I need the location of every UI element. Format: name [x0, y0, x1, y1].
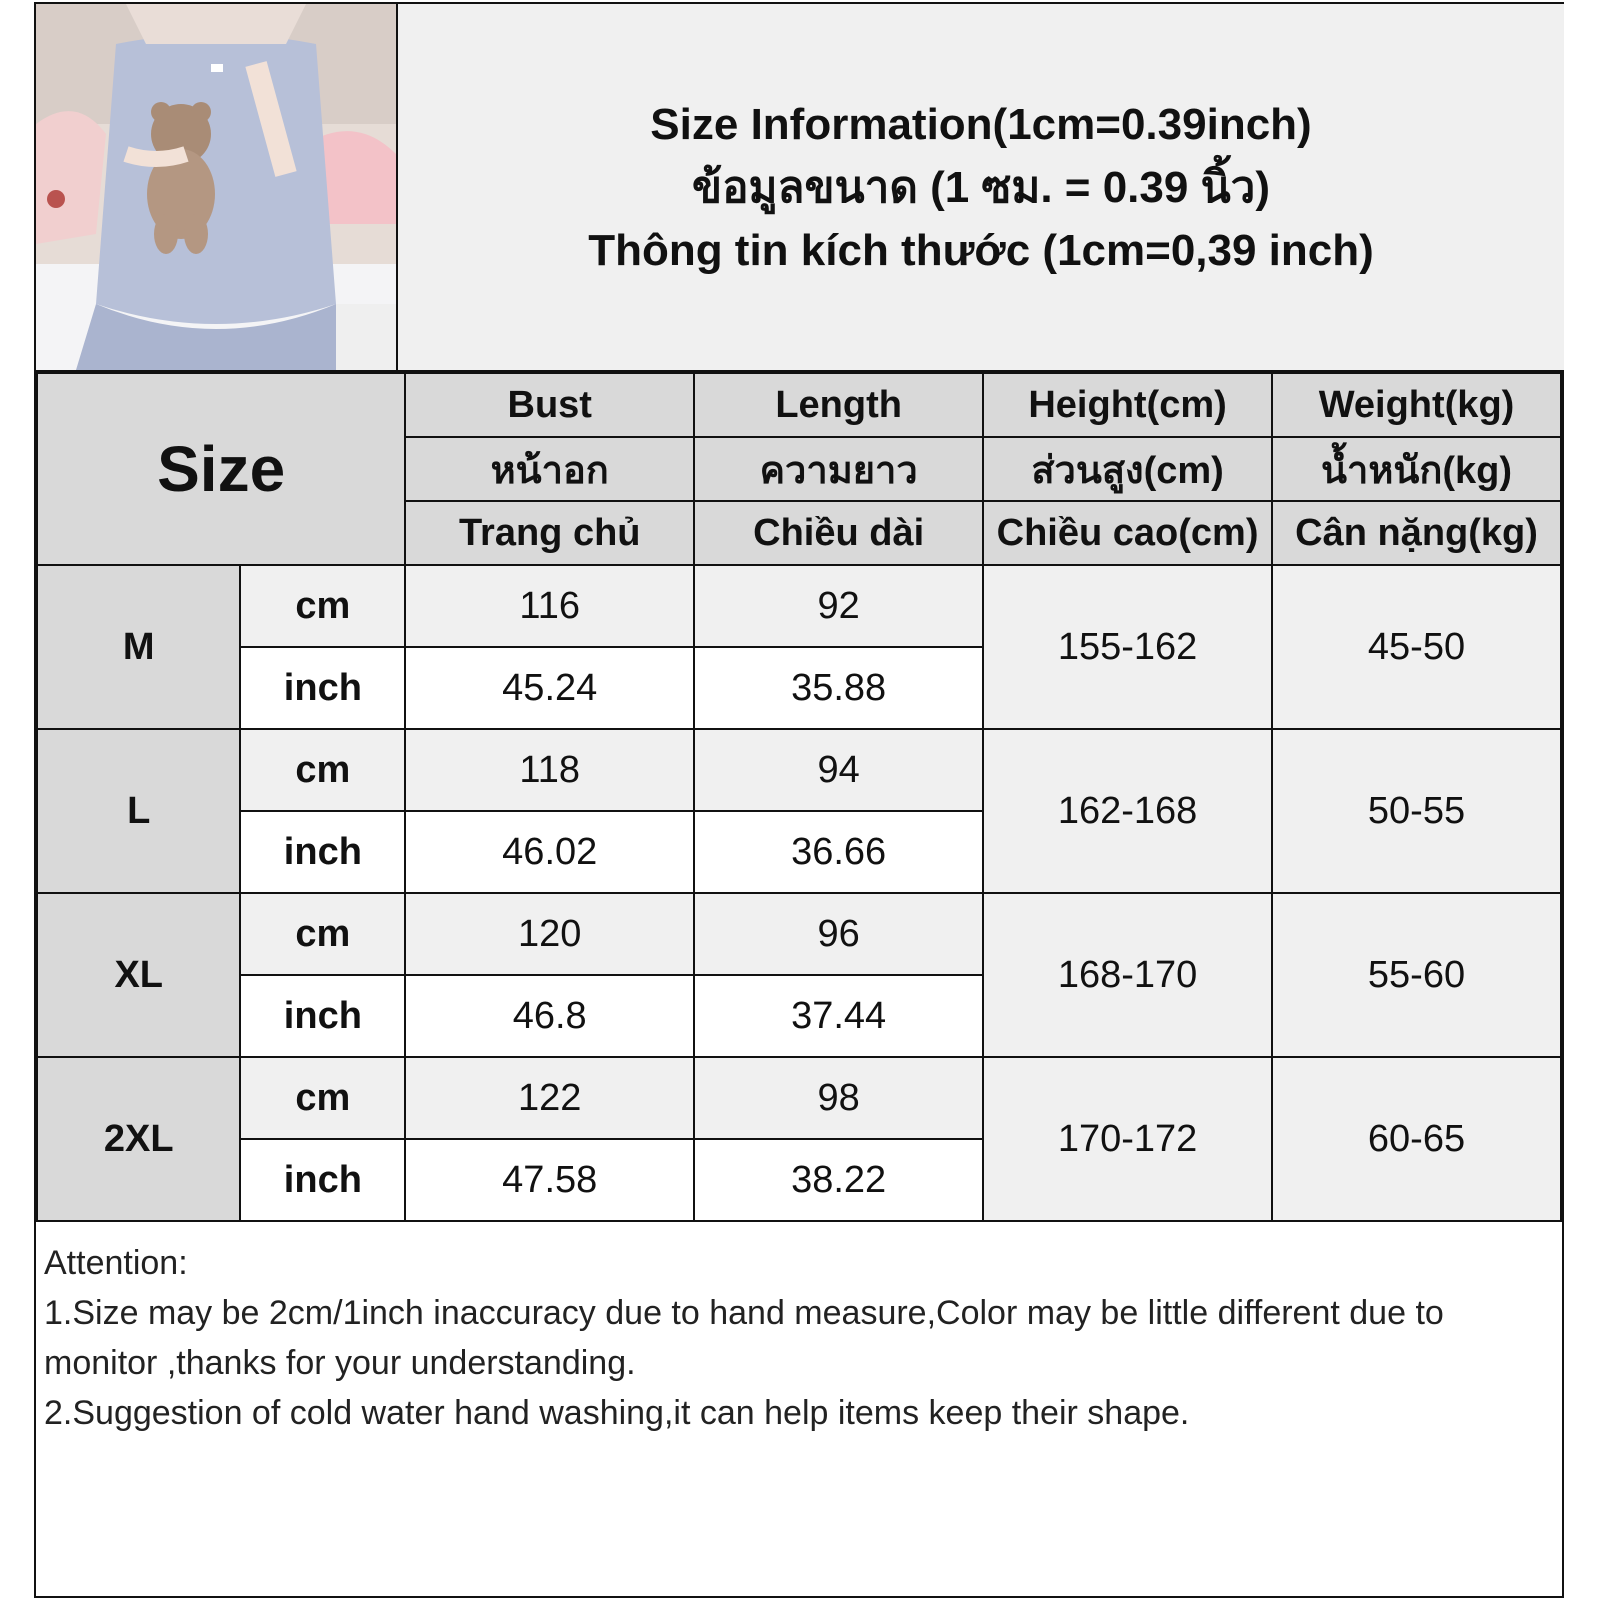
- title-vietnamese: Thông tin kích thước (1cm=0,39 inch): [588, 225, 1374, 275]
- weight-range: 50-55: [1272, 729, 1561, 893]
- length-inch: 37.44: [694, 975, 983, 1057]
- attention-notes: [36, 1232, 1562, 1444]
- size-label: XL: [37, 893, 240, 1057]
- title-english: Size Information(1cm=0.39inch): [650, 99, 1312, 149]
- bust-header-en: Bust: [405, 373, 694, 437]
- bust-inch: 46.8: [405, 975, 694, 1057]
- table-row: [37, 565, 1561, 647]
- unit-cm: cm: [240, 565, 405, 647]
- bust-inch: 45.24: [405, 647, 694, 729]
- unit-inch: inch: [240, 975, 405, 1057]
- length-inch: 38.22: [694, 1139, 983, 1221]
- unit-inch: inch: [240, 1139, 405, 1221]
- bust-cm: 120: [405, 893, 694, 975]
- unit-inch: inch: [240, 647, 405, 729]
- unit-cm: cm: [240, 1057, 405, 1139]
- weight-range: 45-50: [1272, 565, 1561, 729]
- length-cm: 92: [694, 565, 983, 647]
- bust-cm: 122: [405, 1057, 694, 1139]
- length-inch: 35.88: [694, 647, 983, 729]
- unit-cm: cm: [240, 729, 405, 811]
- height-range: 155-162: [983, 565, 1272, 729]
- size-label: L: [37, 729, 240, 893]
- attention-item-1: 1.Size may be 2cm/1inch inaccuracy due to hand measure,Color may be little different due to monitor ,thanks for your understanding.: [44, 1294, 1444, 1382]
- attention-item-2: 2.Suggestion of cold water hand washing,it can help items keep their shape.: [44, 1394, 1190, 1432]
- size-column-header: Size: [37, 373, 405, 565]
- height-range: 162-168: [983, 729, 1272, 893]
- height-range: 168-170: [983, 893, 1272, 1057]
- weight-header-en: Weight(kg): [1272, 373, 1561, 437]
- weight-range: 60-65: [1272, 1057, 1561, 1221]
- table-row: [37, 893, 1561, 975]
- height-header-vi: Chiều cao(cm): [983, 501, 1272, 565]
- height-range: 170-172: [983, 1057, 1272, 1221]
- length-header-th: ความยาว: [694, 437, 983, 501]
- table-row: [37, 1057, 1561, 1139]
- length-cm: 94: [694, 729, 983, 811]
- height-header-en: Height(cm): [983, 373, 1272, 437]
- weight-header-th: น้ำหนัก(kg): [1272, 437, 1561, 501]
- model-photo-illustration: [36, 4, 396, 370]
- size-label: M: [37, 565, 240, 729]
- bust-inch: 47.58: [405, 1139, 694, 1221]
- length-cm: 98: [694, 1057, 983, 1139]
- size-information-title: [398, 4, 1564, 372]
- size-label: 2XL: [37, 1057, 240, 1221]
- bust-cm: 116: [405, 565, 694, 647]
- weight-range: 55-60: [1272, 893, 1561, 1057]
- bust-cm: 118: [405, 729, 694, 811]
- length-header-en: Length: [694, 373, 983, 437]
- bust-inch: 46.02: [405, 811, 694, 893]
- weight-header-vi: Cân nặng(kg): [1272, 501, 1561, 565]
- length-header-vi: Chiều dài: [694, 501, 983, 565]
- unit-cm: cm: [240, 893, 405, 975]
- bust-header-vi: Trang chủ: [405, 501, 694, 565]
- table-row: [37, 729, 1561, 811]
- bust-header-th: หน้าอก: [405, 437, 694, 501]
- length-cm: 96: [694, 893, 983, 975]
- unit-inch: inch: [240, 811, 405, 893]
- size-table: [36, 372, 1562, 1222]
- title-thai: ข้อมูลขนาด (1 ซม. = 0.39 นิ้ว): [691, 162, 1270, 212]
- product-photo: [36, 4, 398, 372]
- length-inch: 36.66: [694, 811, 983, 893]
- attention-heading: Attention:: [44, 1244, 188, 1282]
- header-row-english: [37, 373, 1561, 437]
- size-chart: [34, 2, 1564, 1598]
- height-header-th: ส่วนสูง(cm): [983, 437, 1272, 501]
